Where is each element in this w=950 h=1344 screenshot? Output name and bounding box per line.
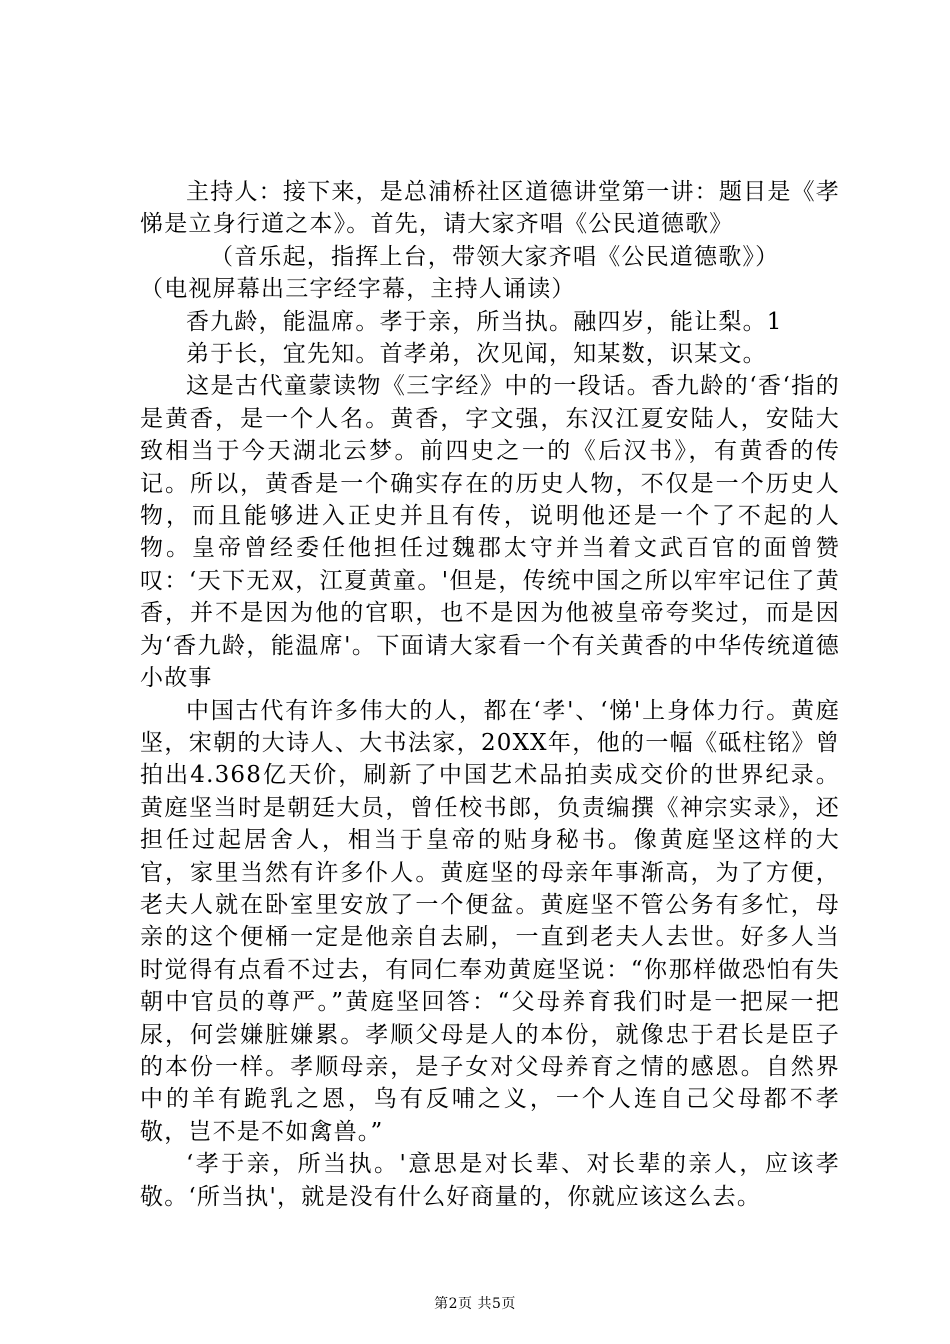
paragraph-screen-note: （电视屏幕出三字经字幕，主持人诵读） xyxy=(140,276,576,303)
paragraph-huang-xiang: 这是古代童蒙读物《三字经》中的一段话。香九龄的‘香‘指的是黄香，是一个人名。黄香，字文强，东汉江夏安陆人，安陆大致相当于今天湖北云梦。前四史之一的《后汉书》，有黄香的传记。所以，黄香是一个确实存在的历史人物，不仅是一个历史人物，而且能够进入正史并且有传，说明他还是一个了不起的人物。皇帝曾经委任他担任过魏郡太守并当着文武百官的面曾赞叹：‘天下无双，江夏黄童。'但是，传统中国之所以牢牢记住了黄香，并不是因为他的官职，也不是因为他被皇帝夸奖过，而是因为‘香九龄，能温席'。下面请大家看一个有关黄香的中华传统道德小故事 xyxy=(140,373,840,692)
paragraph-music-note: （音乐起，指挥上台，带领大家齐唱《公民道德歌》） xyxy=(210,243,780,270)
paragraph-verse-line-2: 弟于长，宜先知。首孝弟，次见闻，知某数，识某文。 xyxy=(186,341,767,368)
page-number: 第2页 共5页 xyxy=(434,1296,516,1312)
paragraph-huang-tingjian: 中国古代有许多伟大的人，都在‘孝'、‘悌'上身体力行。黄庭坚，宋朝的大诗人、大书法家，20XX年，他的一幅《砥柱铭》曾拍出4.368亿天价，刷新了中国艺术品拍卖成交价的世界纪录。黄庭坚当时是朝廷大员，曾任校书郎，负责编撰《神宗实录》，还担任过起居舍人，相当于皇帝的贴身秘书。像黄庭坚这样的大官，家里当然有许多仆人。黄庭坚的母亲年事渐高，为了方便，老夫人就在卧室里安放了一个便盆。黄庭坚不管公务有多忙，母亲的这个便桶一定是他亲自去刷，一直到老夫人去世。好多人当时觉得有点看不过去，有同仁奉劝黄庭坚说：“你那样做恐怕有失朝中官员的尊严。”黄庭坚回答：“父母养育我们时是一把屎一把尿，何尝嫌脏嫌累。孝顺父母是人的本份，就像忠于君长是臣子的本份一样。孝顺母亲，是子女对父母养育之情的感恩。自然界中的羊有跪乳之恩，鸟有反哺之义，一个人连自己父母都不孝敬，岂不是不如禽兽。” xyxy=(140,697,840,1145)
paragraph-host-intro: 主持人：接下来，是总浦桥社区道德讲堂第一讲：题目是《孝悌是立身行道之本》。首先，请大家齐唱《公民道德歌》 xyxy=(140,179,840,238)
paragraph-verse-line-1: 香九龄，能温席。孝于亲，所当执。融四岁，能让梨。1 xyxy=(186,308,783,335)
paragraph-explanation: ‘孝于亲，所当执。'意思是对长辈、对长辈的亲人，应该孝敬。‘所当执'，就是没有什么好商量的，你就应该这么去。 xyxy=(140,1151,840,1210)
document-body xyxy=(140,176,840,1213)
